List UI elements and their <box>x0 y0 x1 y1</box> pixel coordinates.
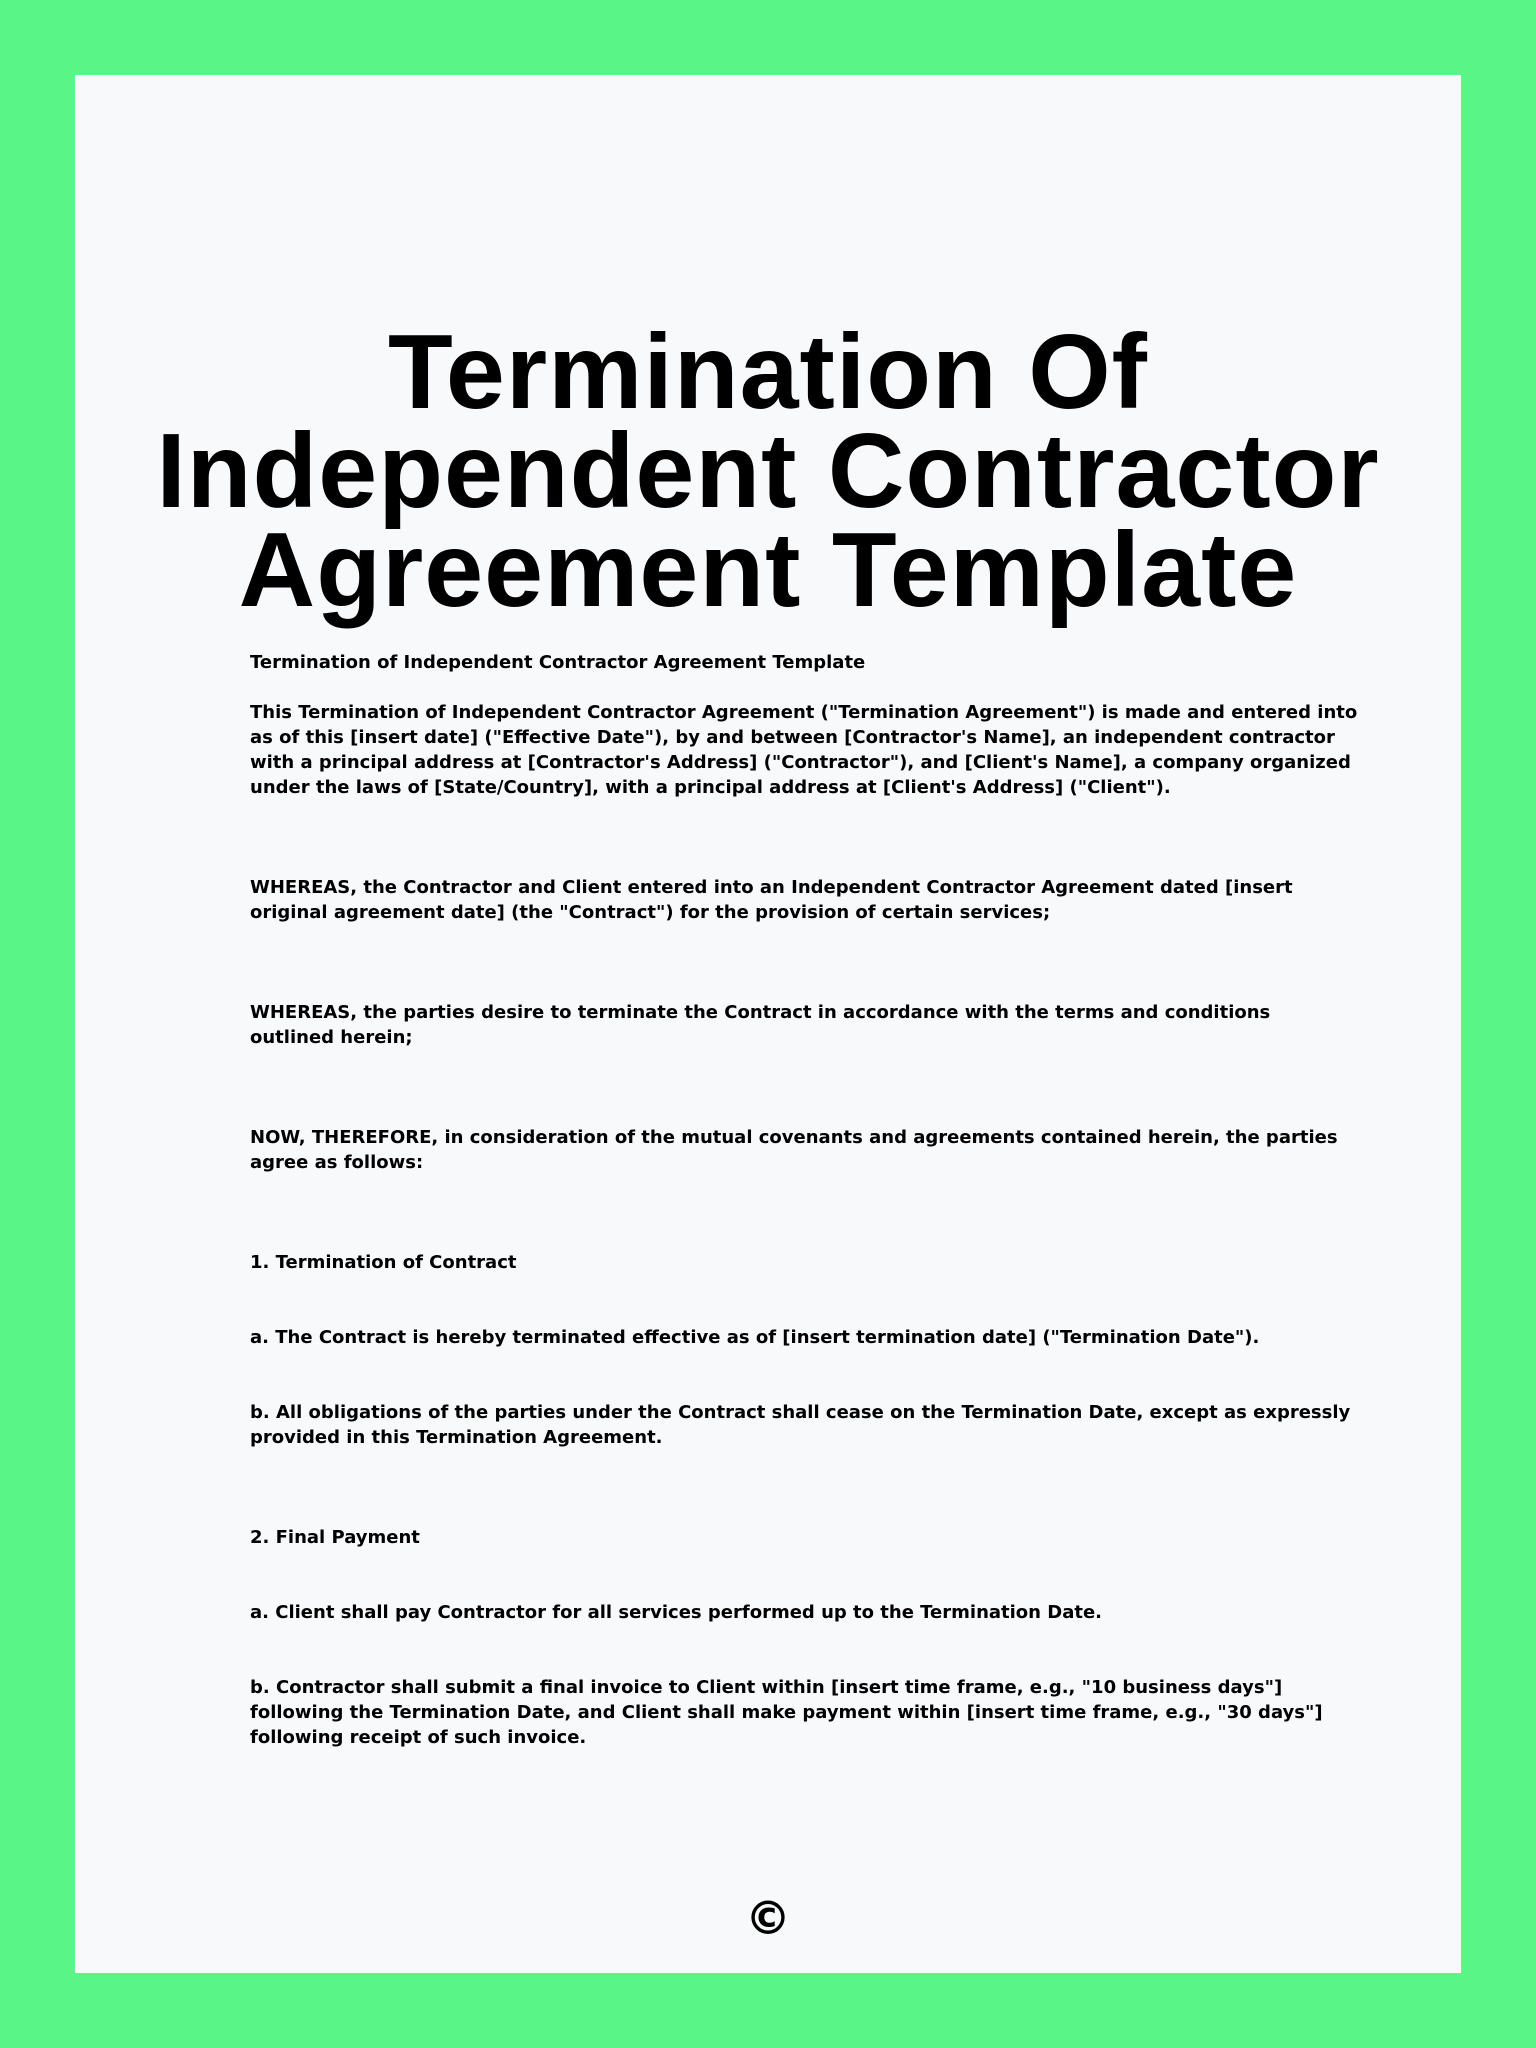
section-2-heading: 2. Final Payment <box>250 1527 420 1548</box>
section-1-item-a: a. The Contract is hereby terminated effective as of [insert termination date] ("Termination Date"). <box>250 1327 1260 1348</box>
whereas-clause-1: WHEREAS, the Contractor and Client entered into an Independent Contractor Agreement dated [insert original agreement date] (the "Contract") for the provision of certain services; <box>250 877 1299 923</box>
intro-paragraph: This Termination of Independent Contractor Agreement ("Termination Agreement") is made and entered into as of this [insert date] ("Effective Date"), by and between [Contractor's Name], an independent contractor with a principal address at [Contractor's Address] ("Contractor"), and [Client's Name], a company organized under the laws of [State/Country], with a principal address at [Client's Address] ("Client"). <box>250 702 1364 798</box>
section-1-heading: 1. Termination of Contract <box>250 1252 517 1273</box>
document-body <box>250 650 1364 1750</box>
copyright-icon: © <box>745 1891 791 1945</box>
section-2-item-b: b. Contractor shall submit a final invoice to Client within [insert time frame, e.g., "10 business days"] following the Termination Date, and Client shall make payment within [insert time frame, e.g., "30 days"] following receipt of such invoice. <box>250 1677 1329 1748</box>
now-therefore-clause: NOW, THEREFORE, in consideration of the mutual covenants and agreements contained herein, the parties agree as follows: <box>250 1127 1344 1173</box>
document-title: Termination Of Independent Contractor Agreement Template <box>156 313 1380 629</box>
section-2-item-a: a. Client shall pay Contractor for all services performed up to the Termination Date. <box>250 1602 1102 1623</box>
document-page <box>75 75 1461 1973</box>
section-1-item-b: b. All obligations of the parties under the Contract shall cease on the Termination Date, except as expressly provided in this Termination Agreement. <box>250 1402 1357 1448</box>
whereas-clause-2: WHEREAS, the parties desire to terminate the Contract in accordance with the terms and conditions outlined herein; <box>250 1002 1277 1048</box>
document-heading: Termination of Independent Contractor Agreement Template <box>250 652 866 673</box>
